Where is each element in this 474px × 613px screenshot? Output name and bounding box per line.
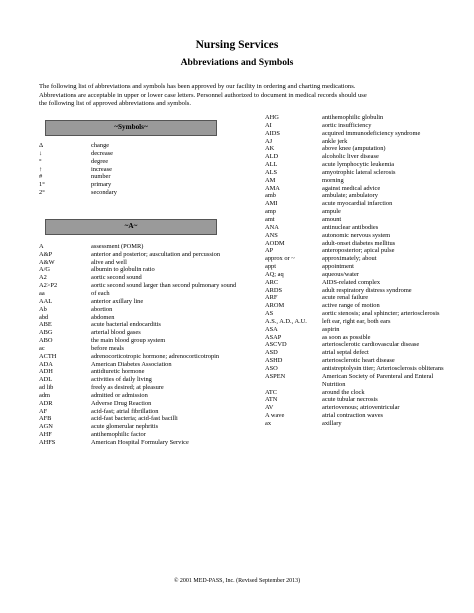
abbreviation-term: ADH (39, 368, 53, 376)
abbreviation-term: 2° (39, 189, 45, 197)
abbreviation-definition: amyotrophic lateral sclerosis (322, 168, 396, 176)
abbreviation-entry (265, 169, 445, 177)
abbreviation-definition: abortion (91, 305, 113, 313)
abbreviation-definition: acquired immunodeficiency syndrome (322, 129, 421, 137)
abbreviation-entry (265, 357, 445, 365)
abbreviation-entry (265, 302, 445, 310)
abbreviation-definition: autonomic nervous system (322, 231, 391, 239)
abbreviation-definition: above knee (amputation) (322, 145, 386, 153)
abbreviation-definition: adult respiratory distress syndrome (322, 286, 412, 294)
abbreviation-entry (265, 177, 445, 185)
abbreviation-entry (39, 290, 244, 298)
abbreviation-entry (265, 279, 445, 287)
abbreviation-term: AODM (265, 239, 285, 247)
abbreviation-term: AS (265, 310, 274, 318)
abbreviation-term: approx or ~ (265, 255, 295, 263)
abbreviation-term: ATC (265, 388, 278, 396)
abbreviation-term: ↑ (39, 165, 43, 173)
abbreviation-definition: American Hospital Formulary Service (91, 439, 189, 446)
abbreviation-entry (39, 345, 244, 353)
abbreviation-entry (39, 439, 244, 447)
abbreviation-definition: anterior and posterior; auscultation and percussion (91, 250, 221, 258)
abbreviation-definition: arteriovenous; atrioventricular (322, 404, 400, 412)
abbreviation-definition: Adverse Drug Reaction (91, 399, 152, 407)
intro-line: the following list of approved abbreviations and symbols. (39, 100, 191, 108)
abbreviation-term: ALS (265, 168, 278, 176)
abbreviation-entry (39, 361, 244, 369)
intro-line: The following list of abbreviations and symbols has been approved by our facility in ordering and charting medications. (39, 83, 356, 90)
abbreviation-entry (265, 255, 445, 263)
abbreviation-term: ASPEN (265, 372, 286, 380)
abbreviation-entry (39, 173, 244, 181)
abbreviation-entry (39, 321, 244, 329)
abbreviation-term: ASHD (265, 357, 283, 365)
abbreviation-term: AF (39, 407, 48, 415)
abbreviation-entry (39, 368, 244, 376)
abbreviation-term: amp (265, 208, 277, 216)
abbreviation-term: AP (265, 247, 274, 255)
a-entries-list-left (39, 243, 244, 447)
abbreviation-definition: aortic stenosis; anal sphincter; arteriosclerosis (322, 310, 440, 318)
abbreviation-term: ANA (265, 223, 279, 231)
abbreviation-definition: American Diabetes Association (91, 360, 172, 368)
abbreviation-term: A/G (39, 266, 51, 274)
abbreviation-definition: around the clock (322, 388, 365, 396)
abbreviation-entry (265, 200, 445, 208)
abbreviation-term: 1° (39, 181, 45, 189)
abbreviation-entry (265, 420, 445, 428)
abbreviation-entry (265, 232, 445, 240)
abbreviation-term: ARDS (265, 286, 283, 294)
abbreviation-term: ASO (265, 365, 278, 372)
abbreviation-definition: arterial blood gases (91, 329, 141, 337)
abbreviation-term: AFB (39, 415, 52, 423)
abbreviation-definition: AIDS-related complex (322, 278, 381, 286)
abbreviation-definition: secondary (91, 189, 117, 197)
abbreviation-entry (265, 341, 445, 349)
abbreviation-definition: freely as desired; at pleasure (91, 384, 164, 392)
abbreviation-definition: antidiuretic hormone (91, 368, 145, 376)
abbreviation-definition: number (91, 173, 111, 181)
abbreviation-term: ↓ (39, 149, 43, 157)
abbreviation-entry (265, 185, 445, 193)
abbreviation-entry (39, 337, 244, 345)
abbreviation-entry (39, 189, 244, 197)
abbreviation-term: ° (39, 157, 42, 165)
abbreviation-term: amb (265, 192, 277, 200)
abbreviation-term: AHG (265, 114, 279, 121)
abbreviation-term: A2 (39, 274, 47, 282)
abbreviation-definition: alive and well (91, 258, 127, 266)
abbreviation-entry (39, 158, 244, 166)
abbreviation-term: AIDS (265, 129, 280, 137)
abbreviation-term: AI (265, 121, 272, 129)
page-subtitle: Abbreviations and Symbols (180, 57, 294, 68)
symbols-list (39, 142, 244, 197)
abbreviation-term: A.S., A.D., A.U. (265, 317, 307, 325)
abbreviation-definition: arteriosclerotic heart disease (322, 357, 395, 365)
abbreviation-entry (265, 130, 445, 138)
abbreviation-entry (39, 166, 244, 174)
abbreviation-definition: left ear, right ear, both ears (322, 317, 391, 325)
abbreviation-term: adm (39, 391, 51, 399)
abbreviation-definition: anterior axillary line (91, 297, 144, 305)
abbreviation-term: AGN (39, 423, 53, 431)
abbreviation-definition: approximately; about (322, 255, 377, 263)
abbreviation-entry (265, 287, 445, 295)
abbreviation-term: ABO (39, 337, 53, 345)
abbreviation-definition: assessment (POMR) (91, 242, 144, 250)
abbreviation-definition: adrenocorticotropic hormone; adrenocorticotropin (91, 352, 220, 360)
abbreviation-entry (265, 396, 445, 404)
abbreviation-definition: anteroposterior; apical pulse (322, 247, 395, 255)
abbreviation-entry (265, 389, 445, 397)
abbreviation-term: ADL (39, 376, 53, 384)
abbreviation-definition: American Society of Parenteral and Enteral Nutrition (322, 372, 434, 388)
abbreviation-term: ANS (265, 231, 278, 239)
abbreviation-entry (265, 310, 445, 318)
abbreviation-entry (39, 329, 244, 337)
a-entries-list-right (265, 114, 445, 428)
abbreviation-definition: ampule (322, 208, 341, 216)
abbreviation-term: ALL (265, 161, 278, 169)
abbreviation-definition: acid-fast bacteria; acid-fast bacilli (91, 415, 178, 423)
abbreviation-entry (39, 392, 244, 400)
abbreviation-term: ASCVD (265, 341, 287, 349)
abbreviation-entry (265, 318, 445, 326)
abbreviation-term: AJ (265, 137, 273, 145)
abbreviation-definition: acid-fast; atrial fibrillation (91, 407, 159, 415)
abbreviation-term: # (39, 173, 43, 181)
abbreviation-term: AM (265, 176, 276, 184)
page-title: Nursing Services (195, 39, 279, 51)
abbreviation-definition: axillary (322, 419, 342, 427)
abbreviation-definition: aortic second sound larger than second pulmonary sound (91, 282, 237, 290)
abbreviation-definition: antistreptolysin titer; Arteriosclerosis obliterans (322, 365, 444, 372)
abbreviation-entry (265, 247, 445, 255)
abbreviation-term: A (39, 242, 44, 250)
abbreviation-entry (265, 240, 445, 248)
abbreviation-entry (39, 298, 244, 306)
abbreviation-term: AK (265, 145, 275, 153)
abbreviation-entry (265, 192, 445, 200)
abbreviation-entry (265, 294, 445, 302)
abbreviation-term: A&W (39, 258, 55, 266)
abbreviation-definition: admitted or admission (91, 391, 148, 399)
abbreviation-definition: aqueous/water (322, 270, 359, 278)
abbreviation-definition: antinuclear antibodies (322, 223, 379, 231)
abbreviation-definition: acute myocardial infarction (322, 200, 393, 208)
abbreviation-term: amt (265, 215, 275, 223)
abbreviation-definition: atrial contraction waves (322, 412, 384, 420)
abbreviation-entry (265, 208, 445, 216)
abbreviation-entry (265, 271, 445, 279)
abbreviation-term: ABG (39, 329, 53, 337)
abbreviation-entry (39, 415, 244, 423)
abbreviation-term: aa (39, 289, 45, 297)
abbreviation-definition: aortic second sound (91, 274, 142, 282)
abbreviation-entry (265, 263, 445, 271)
abbreviation-entry (39, 376, 244, 384)
abbreviation-definition: alcoholic liver disease (322, 153, 379, 161)
abbreviation-definition: degree (91, 157, 109, 165)
abbreviation-definition: acute lymphocytic leukemia (322, 161, 395, 169)
abbreviation-definition: acute tubular necrosis (322, 396, 378, 404)
intro-line: Abbreviations are acceptable in upper or lower case letters. Personnel authorized to document in medical records should use (39, 91, 367, 99)
abbreviation-definition: as soon as possible (322, 333, 371, 341)
abbreviation-entry (39, 259, 244, 267)
abbreviation-definition: aortic insufficiency (322, 121, 372, 129)
abbreviation-entry (39, 408, 244, 416)
abbreviation-term: AMI (265, 200, 278, 208)
abbreviation-entry (265, 334, 445, 342)
abbreviation-definition: morning (322, 176, 344, 184)
abbreviation-definition: acute renal failure (322, 294, 369, 302)
abbreviation-entry (265, 404, 445, 412)
abbreviation-term: ASAP (265, 333, 282, 341)
abbreviation-entry (39, 266, 244, 274)
abbreviation-definition: adult-onset diabetes mellitus (322, 239, 396, 247)
abbreviation-term: ABE (39, 321, 52, 329)
abbreviation-definition: active range of motion (322, 302, 380, 310)
symbols-section-header: ~Symbols~ (45, 120, 217, 136)
abbreviation-definition: abdomen (91, 313, 115, 321)
abbreviation-definition: amount (322, 215, 342, 223)
abbreviation-term: ax (265, 419, 272, 427)
abbreviation-term: Δ (39, 142, 44, 149)
abbreviation-entry (265, 224, 445, 232)
abbreviation-definition: decrease (91, 149, 113, 157)
abbreviation-definition: atrial septal defect (322, 349, 369, 357)
abbreviation-entry (39, 282, 244, 290)
abbreviation-entry (265, 326, 445, 334)
abbreviation-entry (39, 353, 244, 361)
abbreviation-entry (265, 373, 445, 389)
abbreviation-entry (265, 412, 445, 420)
abbreviation-entry (265, 122, 445, 130)
abbreviation-definition: aspirin (322, 325, 340, 333)
abbreviation-term: abd (39, 313, 49, 321)
abbreviation-term: Ab (39, 305, 47, 313)
abbreviation-definition: against medical advice (322, 184, 381, 192)
abbreviation-entry (39, 251, 244, 259)
abbreviation-entry (39, 384, 244, 392)
abbreviation-entry (265, 216, 445, 224)
abbreviation-term: AHFS (39, 439, 56, 446)
abbreviation-entry (265, 145, 445, 153)
abbreviation-definition: increase (91, 165, 112, 173)
abbreviation-definition: acute bacterial endocarditis (91, 321, 161, 329)
abbreviation-entry (39, 314, 244, 322)
abbreviation-term: ASA (265, 325, 278, 333)
abbreviation-term: ALD (265, 153, 279, 161)
abbreviation-term: ad lib (39, 384, 54, 392)
abbreviation-term: A2>P2 (39, 282, 58, 290)
abbreviation-definition: ambulate; ambulatory (322, 192, 378, 200)
abbreviation-entry (265, 365, 445, 373)
abbreviation-entry (39, 181, 244, 189)
abbreviation-term: ASD (265, 349, 278, 357)
abbreviation-definition: the main blood group system (91, 337, 166, 345)
abbreviation-entry (39, 400, 244, 408)
abbreviation-term: AHF (39, 431, 52, 439)
abbreviation-entry (39, 243, 244, 251)
abbreviation-term: ADA (39, 360, 53, 368)
abbreviation-entry (265, 161, 445, 169)
abbreviation-term: A&P (39, 250, 53, 258)
abbreviation-term: ADR (39, 399, 53, 407)
abbreviation-term: AROM (265, 302, 285, 310)
abbreviation-entry (39, 423, 244, 431)
abbreviation-term: ACTH (39, 352, 57, 360)
abbreviation-term: appt (265, 263, 277, 271)
abbreviation-definition: antihemophilic globulin (322, 114, 384, 121)
abbreviation-entry (39, 142, 244, 150)
right-column (265, 114, 445, 428)
abbreviation-term: ARF (265, 294, 278, 302)
footer-copyright: © 2001 MED-PASS, Inc. (Revised September 2013) (173, 578, 301, 584)
abbreviation-definition: appointment (322, 263, 354, 271)
abbreviation-term: AQ; aq (265, 270, 284, 278)
abbreviation-term: A wave (265, 412, 285, 420)
abbreviation-definition: albumin to globulin ratio (91, 266, 155, 274)
abbreviation-definition: activities of daily living (91, 376, 152, 384)
abbreviation-definition: antihemophilic factor (91, 431, 146, 439)
abbreviation-definition: before meals (91, 344, 124, 352)
abbreviation-definition: ankle jerk (322, 137, 348, 145)
intro-paragraph (39, 83, 439, 109)
a-section-header: ~A~ (45, 219, 217, 235)
abbreviation-definition: change (91, 142, 110, 149)
abbreviation-entry (265, 114, 445, 122)
abbreviation-definition: primary (91, 181, 112, 189)
abbreviation-entry (39, 431, 244, 439)
abbreviation-entry (39, 274, 244, 282)
left-column (39, 120, 244, 447)
abbreviation-entry (265, 153, 445, 161)
abbreviation-term: AAL (39, 297, 53, 305)
abbreviation-term: ARC (265, 278, 279, 286)
abbreviation-entry (265, 138, 445, 146)
abbreviation-entry (265, 349, 445, 357)
abbreviation-definition: of each (91, 289, 110, 297)
abbreviation-entry (39, 306, 244, 314)
abbreviation-term: AMA (265, 184, 280, 192)
abbreviation-entry (39, 150, 244, 158)
abbreviation-definition: arteriosclerotic cardiovascular disease (322, 341, 420, 349)
abbreviation-term: ac (39, 344, 45, 352)
abbreviation-term: AV (265, 404, 274, 412)
abbreviation-definition: acute glomerular nephritis (91, 423, 159, 431)
abbreviation-term: ATN (265, 396, 278, 404)
